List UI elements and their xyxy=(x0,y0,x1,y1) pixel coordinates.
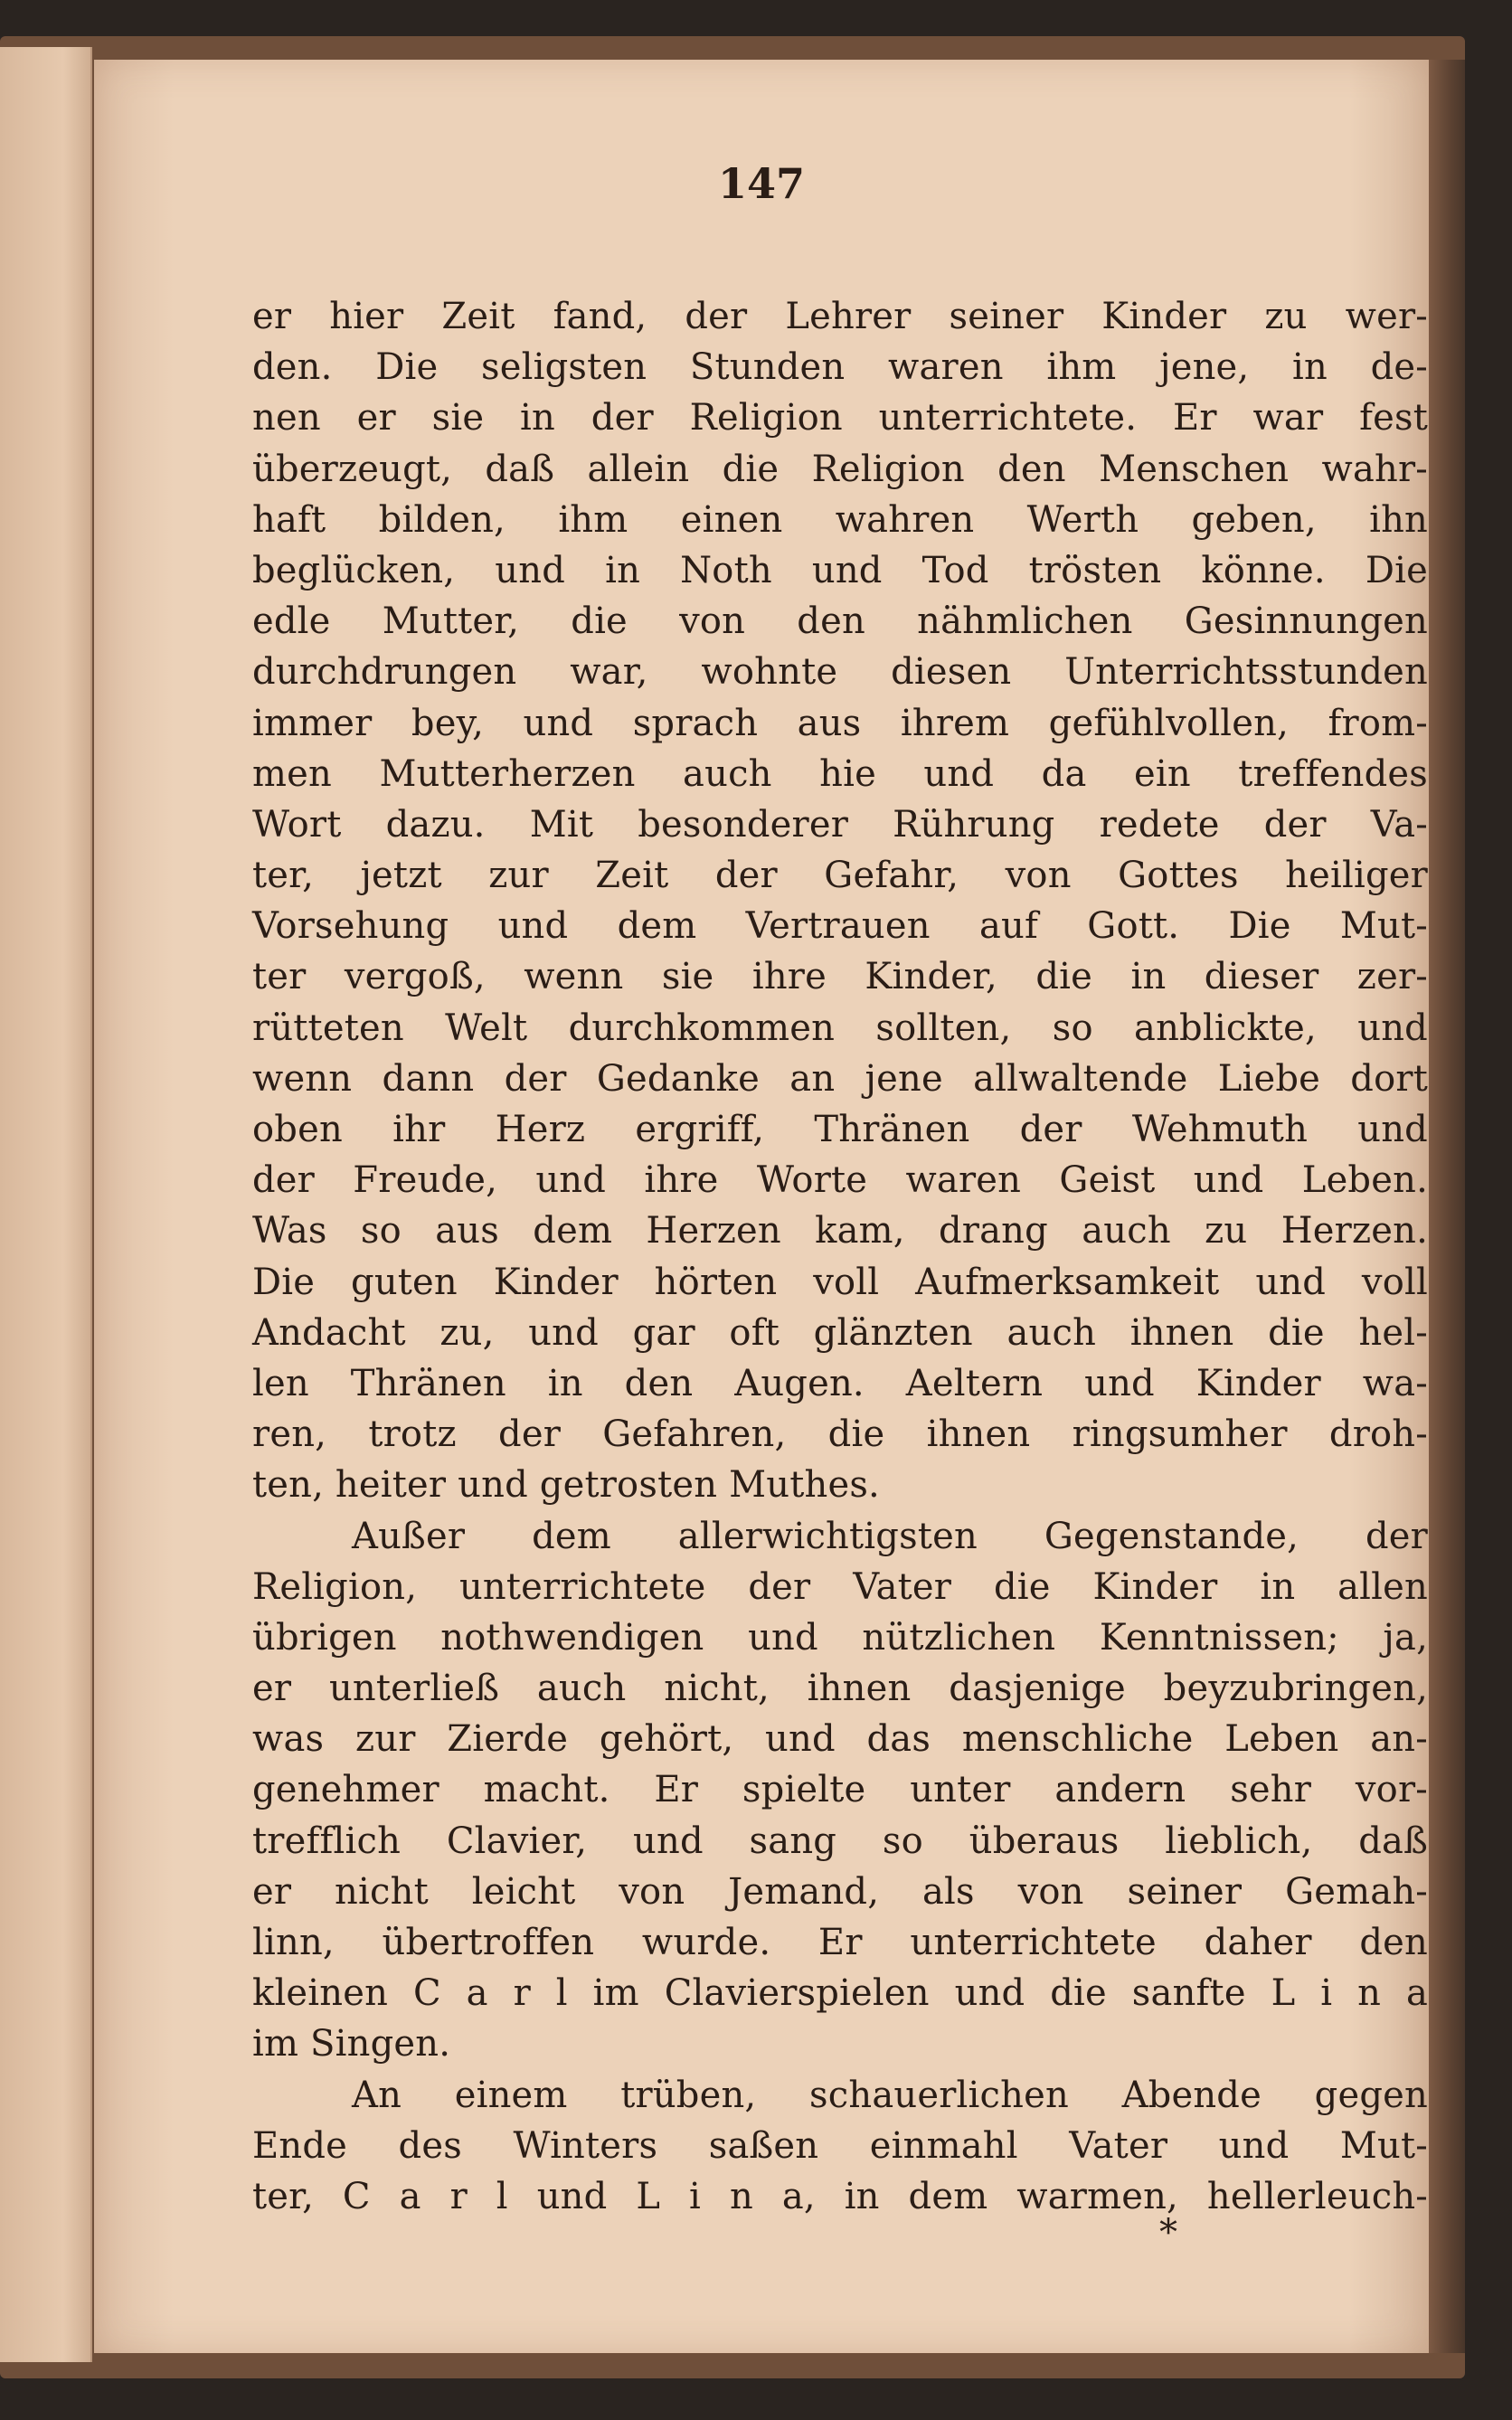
text-line: den. Die seligsten Stunden waren ihm jene, in de- xyxy=(252,346,1428,389)
text-line: An einem trüben, schauerlichen Abende gegen xyxy=(352,2074,1428,2116)
text-line: ter, C a r l und L i n a, in dem warmen, hellerleuch- xyxy=(252,2175,1428,2217)
text-line: durchdrungen war, wohnte diesen Unterrichtsstunden xyxy=(252,651,1428,694)
text-line: ter, jetzt zur Zeit der Gefahr, von Gottes heiliger xyxy=(252,855,1428,897)
text-line: men Mutterherzen auch hie und da ein treffendes xyxy=(252,752,1428,795)
text-line: Andacht zu, und gar oft glänzten auch ihnen die hel- xyxy=(252,1311,1428,1354)
text-line: Die guten Kinder hörten voll Aufmerksamkeit und voll xyxy=(252,1261,1428,1303)
text-line: ten, heiter und getrosten Muthes. xyxy=(252,1464,880,1507)
page-edge-strip xyxy=(1429,60,1465,2353)
text-line: überzeugt, daß allein die Religion den Menschen wahr- xyxy=(252,448,1428,490)
text-line: edle Mutter, die von den nähmlichen Gesinnungen xyxy=(252,600,1428,643)
text-line: er unterließ auch nicht, ihnen dasjenige beyzubringen, xyxy=(252,1668,1428,1710)
text-line: der Freude, und ihre Worte waren Geist und Leben. xyxy=(252,1159,1428,1202)
text-line: len Thränen in den Augen. Aeltern und Kinder wa- xyxy=(252,1362,1428,1404)
text-line: Außer dem allerwichtigsten Gegenstande, der xyxy=(352,1515,1428,1557)
signature-mark: * xyxy=(1159,2212,1177,2254)
text-line: ter vergoß, wenn sie ihre Kinder, die in dieser zer- xyxy=(252,956,1428,998)
text-line: immer bey, und sprach aus ihrem gefühlvollen, from- xyxy=(252,702,1428,744)
text-line: Religion, unterrichtete der Vater die Kinder in allen xyxy=(252,1565,1428,1608)
body-text xyxy=(252,291,1428,2222)
text-line: nen er sie in der Religion unterrichtete. Er war fest xyxy=(252,397,1428,440)
text-line: Wort dazu. Mit besonderer Rührung redete der Va- xyxy=(252,803,1428,846)
text-line: er hier Zeit fand, der Lehrer seiner Kinder zu wer- xyxy=(252,296,1428,337)
text-line: wenn dann der Gedanke an jene allwaltende Liebe dort xyxy=(252,1057,1428,1100)
text-line: linn, übertroffen wurde. Er unterrichtete daher den xyxy=(252,1922,1428,1963)
text-line: was zur Zierde gehört, und das menschliche Leben an- xyxy=(252,1718,1428,1761)
text-line: kleinen C a r l im Clavierspielen und die sanfte L i n a xyxy=(252,1972,1428,2015)
facing-page-edge xyxy=(0,47,92,2362)
page-number: 147 xyxy=(717,159,806,208)
text-line: Vorsehung und dem Vertrauen auf Gott. Die Mut- xyxy=(252,905,1428,948)
text-line: Was so aus dem Herzen kam, drang auch zu Herzen. xyxy=(252,1210,1428,1253)
text-line: beglücken, und in Noth und Tod trösten könne. Die xyxy=(252,549,1428,591)
text-line: übrigen nothwendigen und nützlichen Kenntnissen; ja, xyxy=(252,1616,1428,1659)
text-line: rütteten Welt durchkommen sollten, so anblickte, und xyxy=(252,1007,1428,1049)
book-page xyxy=(94,60,1429,2353)
text-line: ren, trotz der Gefahren, die ihnen ringsumher droh- xyxy=(252,1413,1428,1456)
text-line: haft bilden, ihm einen wahren Werth geben, ihn xyxy=(252,498,1428,541)
text-line: trefflich Clavier, und sang so überaus lieblich, daß xyxy=(252,1820,1428,1862)
text-line: Ende des Winters saßen einmahl Vater und Mut- xyxy=(252,2124,1428,2167)
text-line: er nicht leicht von Jemand, als von seiner Gemah- xyxy=(252,1870,1428,1913)
text-line: genehmer macht. Er spielte unter andern sehr vor- xyxy=(252,1769,1428,1811)
text-line: oben ihr Herz ergriff, Thränen der Wehmuth und xyxy=(252,1109,1428,1150)
text-line: im Singen. xyxy=(252,2023,451,2066)
